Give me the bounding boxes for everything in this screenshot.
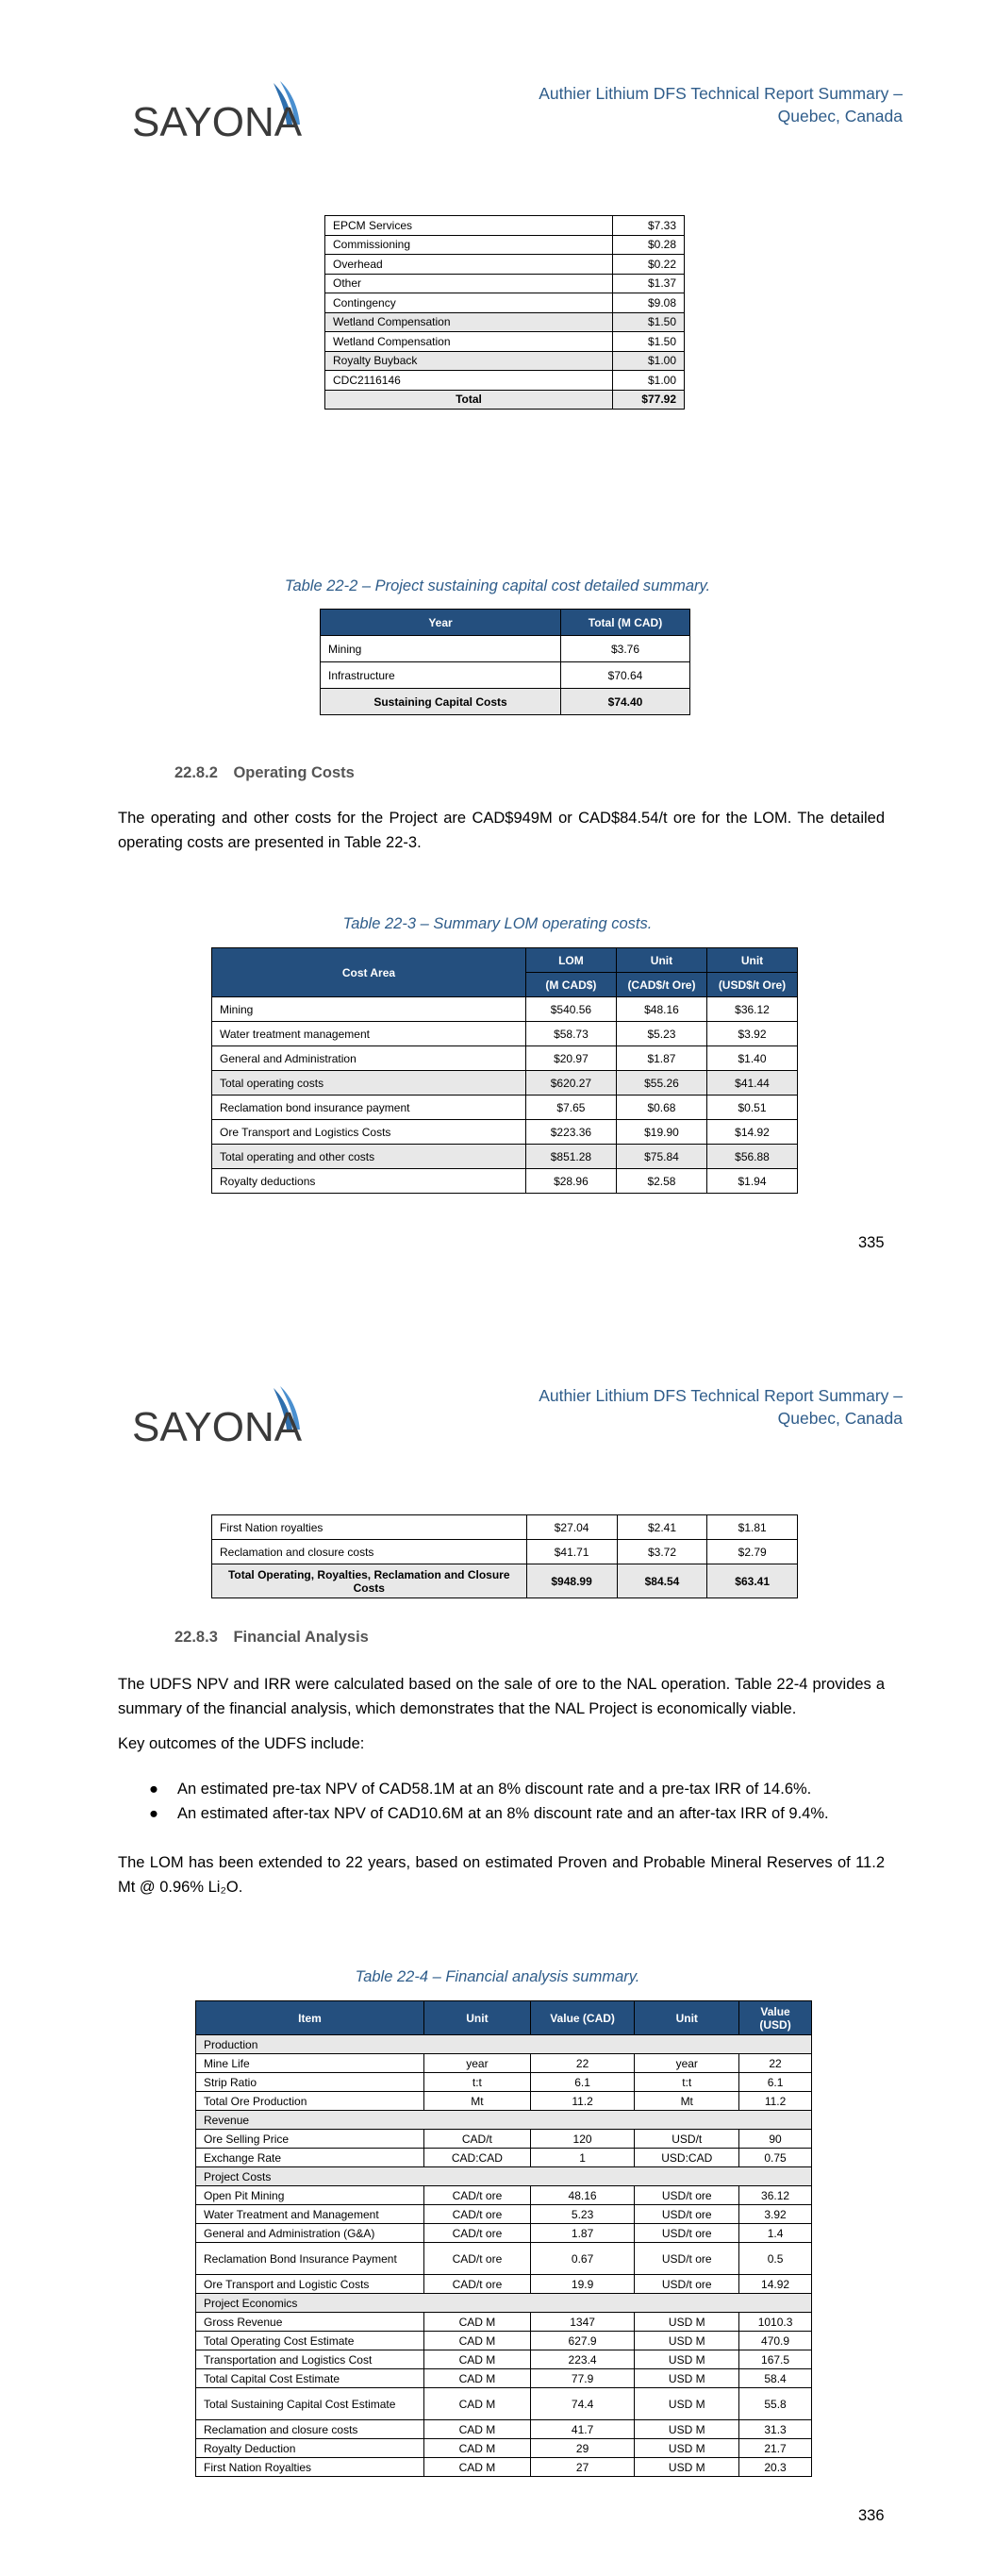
cost-item-label: Royalty Buyback (325, 351, 613, 371)
value-usd: 0.5 (739, 2243, 812, 2275)
cost-area-label: General and Administration (212, 1046, 526, 1071)
col-header-cost-area: Cost Area (212, 948, 526, 997)
table-row (212, 1120, 798, 1145)
value-usd: 167.5 (739, 2350, 812, 2369)
unit-cad-value: $3.72 (617, 1540, 707, 1564)
item-label: Reclamation Bond Insurance Payment (196, 2243, 424, 2275)
table-row (212, 997, 798, 1022)
cost-area-label: Water treatment management (212, 1022, 526, 1046)
section-title: Financial Analysis (233, 1629, 369, 1646)
table-22-3-continued (211, 1514, 798, 1598)
header-title-line1: Authier Lithium DFS Technical Report Summary – (539, 84, 903, 103)
table-row (196, 2130, 812, 2149)
table-row (212, 1096, 798, 1120)
unit-cad: CAD M (424, 2369, 531, 2388)
total-value: $3.76 (561, 636, 690, 662)
page-number: 335 (858, 1234, 885, 1251)
page-336 (0, 1288, 995, 2576)
col-header-item: Item (196, 2001, 424, 2035)
unit-usd: USD:CAD (635, 2149, 739, 2167)
unit-cad: CAD M (424, 2420, 531, 2439)
unit-usd: USD/t (635, 2130, 739, 2149)
header-title-line2: Quebec, Canada (777, 107, 903, 125)
value-usd: 31.3 (739, 2420, 812, 2439)
cost-area-label: Mining (212, 997, 526, 1022)
col-subheader-unit-cad: (CAD$/t Ore) (616, 973, 706, 997)
table-row (212, 1071, 798, 1096)
total-usd: $63.41 (707, 1564, 798, 1598)
item-label: Total Capital Cost Estimate (196, 2369, 424, 2388)
unit-usd: USD M (635, 2439, 739, 2458)
unit-usd: t:t (635, 2073, 739, 2092)
value-cad: 22 (530, 2054, 635, 2073)
item-label: Exchange Rate (196, 2149, 424, 2167)
table-row (196, 2243, 812, 2275)
cost-area-label: Reclamation and closure costs (212, 1540, 527, 1564)
unit-usd-value: $3.92 (706, 1022, 797, 1046)
lom-value: $41.71 (526, 1540, 617, 1564)
cost-area-label: Total operating and other costs (212, 1145, 526, 1169)
unit-cad: Mt (424, 2092, 531, 2111)
value-cad: 41.7 (530, 2420, 635, 2439)
item-label: Open Pit Mining (196, 2186, 424, 2205)
item-label: First Nation Royalties (196, 2458, 424, 2477)
value-cad: 1347 (530, 2313, 635, 2332)
unit-cad-value: $55.26 (616, 1071, 706, 1096)
value-cad: 5.23 (530, 2205, 635, 2224)
unit-cad-value: $75.84 (616, 1145, 706, 1169)
unit-cad-value: $2.41 (617, 1515, 707, 1540)
cost-item-label: Commissioning (325, 235, 613, 255)
value-usd: 55.8 (739, 2388, 812, 2420)
unit-usd: Mt (635, 2092, 739, 2111)
item-label: Ore Transport and Logistic Costs (196, 2275, 424, 2294)
table-row (196, 2111, 812, 2130)
unit-usd-value: $56.88 (706, 1145, 797, 1169)
value-usd: 21.7 (739, 2439, 812, 2458)
table-22-2 (320, 609, 690, 715)
table-22-4-caption: Table 22-4 – Financial analysis summary. (355, 1968, 640, 1985)
cost-item-label: Contingency (325, 293, 613, 313)
table-row (196, 2420, 812, 2439)
section-number: 22.8.2 (174, 764, 218, 781)
col-header-unit-cad: Unit (424, 2001, 531, 2035)
cost-area-label: Royalty deductions (212, 1169, 526, 1194)
cost-item-value: $1.00 (613, 351, 685, 371)
unit-cad: CAD M (424, 2313, 531, 2332)
table-row (196, 2205, 812, 2224)
value-cad: 48.16 (530, 2186, 635, 2205)
section-22-8-3-heading (174, 1629, 369, 1647)
item-label: Ore Selling Price (196, 2130, 424, 2149)
value-cad: 11.2 (530, 2092, 635, 2111)
lom-value: $28.96 (525, 1169, 616, 1194)
lom-value: $620.27 (525, 1071, 616, 1096)
table-row (196, 2458, 812, 2477)
unit-usd: USD/t ore (635, 2275, 739, 2294)
table-22-4 (195, 2000, 812, 2477)
value-usd: 90 (739, 2130, 812, 2149)
table-row (321, 662, 690, 689)
table-row (196, 2054, 812, 2073)
value-cad: 27 (530, 2458, 635, 2477)
col-header-year: Year (321, 610, 561, 636)
table-row (196, 2369, 812, 2388)
unit-cad: CAD/t ore (424, 2205, 531, 2224)
table-row (325, 274, 685, 293)
value-cad: 0.67 (530, 2243, 635, 2275)
value-usd: 20.3 (739, 2458, 812, 2477)
section-row-label: Project Costs (196, 2167, 812, 2186)
year-label: Infrastructure (321, 662, 561, 689)
table-row (212, 1046, 798, 1071)
cost-item-value: $1.00 (613, 371, 685, 391)
col-header-unit-usd: Unit (706, 948, 797, 973)
capex-tail-table (324, 215, 685, 410)
cost-item-label: Wetland Compensation (325, 332, 613, 352)
unit-cad-value: $2.58 (616, 1169, 706, 1194)
table-row (212, 1022, 798, 1046)
value-usd: 36.12 (739, 2186, 812, 2205)
table-row (212, 1540, 798, 1564)
unit-cad: CAD:CAD (424, 2149, 531, 2167)
table-row (196, 2332, 812, 2350)
total-cad: $84.54 (617, 1564, 707, 1598)
unit-usd-value: $2.79 (707, 1540, 798, 1564)
col-header-value-usd: Value (USD) (739, 2001, 812, 2035)
unit-cad: CAD M (424, 2350, 531, 2369)
table-row (325, 332, 685, 352)
value-usd: 6.1 (739, 2073, 812, 2092)
unit-usd-value: $1.94 (706, 1169, 797, 1194)
unit-cad-value: $1.87 (616, 1046, 706, 1071)
table-row (196, 2313, 812, 2332)
unit-usd: USD M (635, 2332, 739, 2350)
item-label: Total Sustaining Capital Cost Estimate (196, 2388, 424, 2420)
item-label: Transportation and Logistics Cost (196, 2350, 424, 2369)
total-value: $70.64 (561, 662, 690, 689)
table-row (212, 1515, 798, 1540)
cost-area-label: Total operating costs (212, 1071, 526, 1096)
table-row (196, 2092, 812, 2111)
lom-value: $7.65 (525, 1096, 616, 1120)
cost-item-value: $9.08 (613, 293, 685, 313)
key-outcomes-list (140, 1777, 894, 1826)
cost-item-value: $0.22 (613, 255, 685, 275)
value-cad: 6.1 (530, 2073, 635, 2092)
value-usd: 1.4 (739, 2224, 812, 2243)
unit-usd: year (635, 2054, 739, 2073)
unit-usd: USD M (635, 2458, 739, 2477)
lom-value: $27.04 (526, 1515, 617, 1540)
cost-item-value: $1.50 (613, 332, 685, 352)
table-22-3-caption: Table 22-3 – Summary LOM operating costs. (342, 915, 653, 932)
logo-text: SAYONA (132, 1404, 303, 1450)
unit-cad: CAD M (424, 2388, 531, 2420)
table-row (325, 312, 685, 332)
value-cad: 19.9 (530, 2275, 635, 2294)
table-row (196, 2294, 812, 2313)
table-row (196, 2149, 812, 2167)
item-label: Royalty Deduction (196, 2439, 424, 2458)
sayona-logo (132, 1382, 307, 1458)
unit-usd-value: $14.92 (706, 1120, 797, 1145)
value-usd: 1010.3 (739, 2313, 812, 2332)
logo-text: SAYONA (132, 99, 303, 145)
table-row (212, 1564, 798, 1598)
item-label: Strip Ratio (196, 2073, 424, 2092)
unit-usd: USD M (635, 2388, 739, 2420)
table-row (196, 2388, 812, 2420)
lom-value: $20.97 (525, 1046, 616, 1071)
value-cad: 223.4 (530, 2350, 635, 2369)
col-header-value-cad: Value (CAD) (530, 2001, 635, 2035)
table-row (325, 255, 685, 275)
unit-cad-value: $5.23 (616, 1022, 706, 1046)
table-row (196, 2073, 812, 2092)
unit-cad: CAD/t ore (424, 2224, 531, 2243)
col-header-total: Total (M CAD) (561, 610, 690, 636)
lom-value: $851.28 (525, 1145, 616, 1169)
financial-analysis-paragraph: The UDFS NPV and IRR were calculated based on the sale of ore to the NAL operation. Table 22-4 provides a summary of the financial analysis, which demonstrates that the NAL Project is economically viable. (118, 1676, 885, 1717)
table-row (325, 216, 685, 236)
section-title: Operating Costs (233, 764, 355, 781)
item-label: Reclamation and closure costs (196, 2420, 424, 2439)
value-usd: 58.4 (739, 2369, 812, 2388)
table-row (321, 689, 690, 715)
unit-cad: CAD/t ore (424, 2275, 531, 2294)
col-header-lom: LOM (525, 948, 616, 973)
operating-costs-paragraph: The operating and other costs for the Project are CAD$949M or CAD$84.54/t ore for the LOM. The detailed operating costs are presented in Table 22-3. (118, 810, 885, 851)
unit-usd-value: $36.12 (706, 997, 797, 1022)
cost-area-label: Ore Transport and Logistics Costs (212, 1120, 526, 1145)
item-label: Water Treatment and Management (196, 2205, 424, 2224)
total-label: Total Operating, Royalties, Reclamation and Closure Costs (212, 1564, 527, 1598)
unit-usd-value: $1.81 (707, 1515, 798, 1540)
unit-cad-value: $0.68 (616, 1096, 706, 1120)
table-row (196, 2035, 812, 2054)
value-cad: 120 (530, 2130, 635, 2149)
value-cad: 627.9 (530, 2332, 635, 2350)
unit-usd: USD/t ore (635, 2243, 739, 2275)
value-cad: 29 (530, 2439, 635, 2458)
unit-cad-value: $48.16 (616, 997, 706, 1022)
header-title-line2: Quebec, Canada (777, 1409, 903, 1428)
table-row (196, 2167, 812, 2186)
lom-paragraph: The LOM has been extended to 22 years, based on estimated Proven and Probable Mineral Reserves of 11.2 Mt @ 0.96% Li₂O. (118, 1854, 885, 1896)
total-value: $77.92 (613, 390, 685, 410)
cost-item-label: EPCM Services (325, 216, 613, 236)
cost-item-label: Overhead (325, 255, 613, 275)
table-22-3 (211, 947, 798, 1194)
table-row (212, 1169, 798, 1194)
unit-usd: USD M (635, 2350, 739, 2369)
total-lom: $948.99 (526, 1564, 617, 1598)
value-usd: 11.2 (739, 2092, 812, 2111)
lom-value: $58.73 (525, 1022, 616, 1046)
cost-item-value: $1.37 (613, 274, 685, 293)
total-label: Total (325, 390, 613, 410)
unit-usd-value: $0.51 (706, 1096, 797, 1120)
list-item: ● An estimated after-tax NPV of CAD10.6M at an 8% discount rate and an after-tax IRR of 9.4%. (149, 1805, 829, 1822)
value-usd: 470.9 (739, 2332, 812, 2350)
section-row-label: Revenue (196, 2111, 812, 2130)
value-usd: 14.92 (739, 2275, 812, 2294)
value-usd: 0.75 (739, 2149, 812, 2167)
table-row (196, 2224, 812, 2243)
unit-cad: CAD/t ore (424, 2186, 531, 2205)
lom-value: $540.56 (525, 997, 616, 1022)
col-header-unit-cad: Unit (616, 948, 706, 973)
cost-item-value: $1.50 (613, 312, 685, 332)
col-subheader-lom: (M CAD$) (525, 973, 616, 997)
report-header (506, 82, 903, 127)
value-usd: 22 (739, 2054, 812, 2073)
item-label: Mine Life (196, 2054, 424, 2073)
list-item: ● An estimated pre-tax NPV of CAD58.1M at an 8% discount rate and a pre-tax IRR of 14.6%. (149, 1781, 812, 1798)
key-outcomes-intro: Key outcomes of the UDFS include: (118, 1735, 365, 1752)
section-number: 22.8.3 (174, 1629, 218, 1646)
total-label: Sustaining Capital Costs (321, 689, 561, 715)
table-row (325, 351, 685, 371)
unit-cad: CAD M (424, 2439, 531, 2458)
value-usd: 3.92 (739, 2205, 812, 2224)
value-cad: 1.87 (530, 2224, 635, 2243)
value-cad: 77.9 (530, 2369, 635, 2388)
table-row (212, 1145, 798, 1169)
item-label: Gross Revenue (196, 2313, 424, 2332)
unit-usd: USD/t ore (635, 2186, 739, 2205)
unit-usd: USD/t ore (635, 2224, 739, 2243)
cost-area-label: Reclamation bond insurance payment (212, 1096, 526, 1120)
section-row-label: Production (196, 2035, 812, 2054)
section-row-label: Project Economics (196, 2294, 812, 2313)
item-label: Total Operating Cost Estimate (196, 2332, 424, 2350)
table-row (321, 636, 690, 662)
col-header-unit-usd: Unit (635, 2001, 739, 2035)
unit-cad: CAD/t (424, 2130, 531, 2149)
item-label: Total Ore Production (196, 2092, 424, 2111)
page-number: 336 (858, 2507, 885, 2524)
header-title-line1: Authier Lithium DFS Technical Report Summary – (539, 1386, 903, 1405)
unit-cad: CAD/t ore (424, 2243, 531, 2275)
value-cad: 74.4 (530, 2388, 635, 2420)
cost-item-value: $7.33 (613, 216, 685, 236)
sayona-logo (132, 77, 307, 153)
value-cad: 1 (530, 2149, 635, 2167)
item-label: General and Administration (G&A) (196, 2224, 424, 2243)
cost-item-label: Other (325, 274, 613, 293)
lom-value: $223.36 (525, 1120, 616, 1145)
unit-usd: USD/t ore (635, 2205, 739, 2224)
col-subheader-unit-usd: (USD$/t Ore) (706, 973, 797, 997)
table-row (196, 2350, 812, 2369)
table-row (325, 371, 685, 391)
cost-area-label: First Nation royalties (212, 1515, 527, 1540)
table-row (196, 2275, 812, 2294)
unit-cad: CAD M (424, 2458, 531, 2477)
table-row (196, 2439, 812, 2458)
table-row (196, 2186, 812, 2205)
year-label: Mining (321, 636, 561, 662)
report-header (506, 1384, 903, 1430)
unit-usd: USD M (635, 2369, 739, 2388)
unit-cad: CAD M (424, 2332, 531, 2350)
unit-cad: year (424, 2054, 531, 2073)
table-row (325, 390, 685, 410)
cost-item-label: CDC2116146 (325, 371, 613, 391)
table-22-2-caption: Table 22-2 – Project sustaining capital cost detailed summary. (284, 577, 711, 594)
unit-usd-value: $1.40 (706, 1046, 797, 1071)
unit-usd-value: $41.44 (706, 1071, 797, 1096)
table-row (325, 293, 685, 313)
table-row (325, 235, 685, 255)
unit-usd: USD M (635, 2420, 739, 2439)
unit-cad-value: $19.90 (616, 1120, 706, 1145)
unit-cad: t:t (424, 2073, 531, 2092)
section-22-8-2-heading (174, 764, 355, 782)
total-value: $74.40 (561, 689, 690, 715)
cost-item-value: $0.28 (613, 235, 685, 255)
unit-usd: USD M (635, 2313, 739, 2332)
cost-item-label: Wetland Compensation (325, 312, 613, 332)
